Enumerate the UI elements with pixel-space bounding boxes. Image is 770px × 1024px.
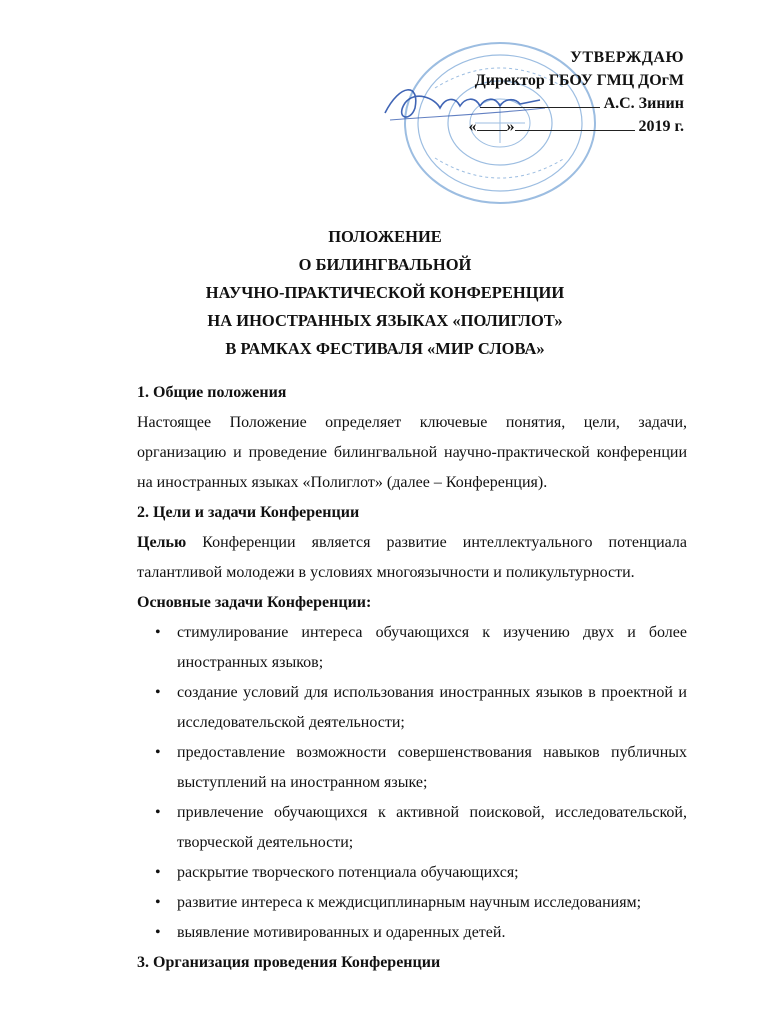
signature-blank — [480, 107, 600, 108]
date-close-quote: » — [506, 118, 515, 135]
tasks-heading: Основные задачи Конференции: — [137, 594, 372, 611]
title-line: В РАМКАХ ФЕСТИВАЛЯ «МИР СЛОВА» — [225, 339, 545, 358]
tasks-list — [137, 618, 687, 948]
title-line: НА ИНОСТРАННЫХ ЯЗЫКАХ «ПОЛИГЛОТ» — [207, 311, 563, 330]
section-1-paragraph: Настоящее Положение определяет ключевые понятия, цели, задачи, организацию и проведение билингвальной научно-практической конференции на иностранных языках «Полиглот» (далее – Конференция). — [137, 414, 687, 491]
approval-title: УТВЕРЖДАЮ — [570, 49, 684, 66]
document-title — [0, 223, 770, 363]
year-text: 2019 г. — [638, 118, 684, 135]
approval-block — [384, 46, 684, 138]
title-line: О БИЛИНГВАЛЬНОЙ — [298, 255, 472, 274]
signer-name: А.С. Зинин — [603, 95, 684, 112]
document-body — [137, 378, 687, 978]
goal-lead: Целью — [137, 534, 187, 551]
list-item: • привлечение обучающихся к активной поисковой, исследовательской, творческой деятельности; — [137, 798, 687, 858]
list-item: • стимулирование интереса обучающихся к изучению двух и более иностранных языков; — [137, 618, 687, 678]
list-item: • создание условий для использования иностранных языков в проектной и исследовательской деятельности; — [137, 678, 687, 738]
section-1-heading: 1. Общие положения — [137, 384, 287, 401]
title-line: ПОЛОЖЕНИЕ — [328, 227, 442, 246]
section-3-heading: 3. Организация проведения Конференции — [137, 954, 441, 971]
list-item: • предоставление возможности совершенствования навыков публичных выступлений на иностранном языке; — [137, 738, 687, 798]
section-2-heading: 2. Цели и задачи Конференции — [137, 504, 360, 521]
date-line — [384, 115, 684, 138]
month-blank — [515, 130, 635, 131]
list-item: • выявление мотивированных и одаренных детей. — [137, 918, 687, 948]
goal-text: Конференции является развитие интеллектуального потенциала талантливой молодежи в условиях многоязычности и поликультурности. — [137, 534, 687, 581]
day-blank — [477, 130, 507, 131]
director-line: Директор ГБОУ ГМЦ ДОгМ — [474, 72, 684, 89]
list-item: • развитие интереса к междисциплинарным научным исследованиям; — [137, 888, 687, 918]
title-line: НАУЧНО-ПРАКТИЧЕСКОЙ КОНФЕРЕНЦИИ — [205, 283, 565, 302]
goal-paragraph — [137, 528, 687, 588]
list-item: • раскрытие творческого потенциала обучающихся; — [137, 858, 687, 888]
date-open-quote: « — [468, 118, 477, 135]
